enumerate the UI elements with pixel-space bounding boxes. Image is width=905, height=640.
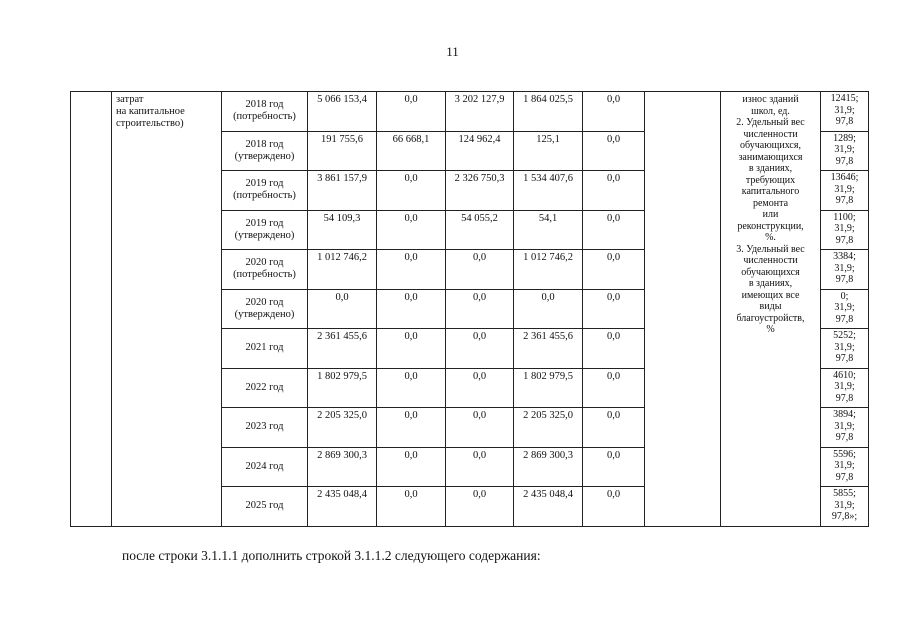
indicators-text: износ зданий школ, ед. 2. Удельный вес численности обучающихся, занимающихся в зданиях, требующих капитального ремонта или реконструкции, %. 3. Удельный вес численности обучающихся в зданиях, имеющих все виды благоустройств, % — [721, 92, 821, 527]
total-cell: 1 802 979,5 — [308, 368, 377, 408]
other-cell: 0,0 — [583, 131, 645, 171]
municipal-cell: 2 361 455,6 — [514, 329, 583, 369]
total-cell: 5 066 153,4 — [308, 92, 377, 132]
total-cell: 3 861 157,9 — [308, 171, 377, 211]
total-cell: 2 205 325,0 — [308, 408, 377, 448]
year-cell: 2023 год — [222, 408, 308, 448]
total-cell: 2 435 048,4 — [308, 487, 377, 527]
municipal-cell: 54,1 — [514, 210, 583, 250]
row-number-cell — [71, 92, 112, 527]
other-cell: 0,0 — [583, 250, 645, 290]
total-cell: 191 755,6 — [308, 131, 377, 171]
federal-cell: 0,0 — [377, 210, 446, 250]
result-value-cell: 5596; 31,9; 97,8 — [821, 447, 869, 487]
result-value-cell: 5855; 31,9; 97,8»; — [821, 487, 869, 527]
federal-cell: 0,0 — [377, 368, 446, 408]
federal-cell: 0,0 — [377, 171, 446, 211]
federal-cell: 66 668,1 — [377, 131, 446, 171]
regional-cell: 3 202 127,9 — [446, 92, 514, 132]
municipal-cell: 2 435 048,4 — [514, 487, 583, 527]
other-cell: 0,0 — [583, 171, 645, 211]
empty-cell — [645, 92, 721, 527]
total-cell: 0,0 — [308, 289, 377, 329]
federal-cell: 0,0 — [377, 92, 446, 132]
federal-cell: 0,0 — [377, 289, 446, 329]
footer-text: после строки 3.1.1.1 дополнить строкой 3.1.1.2 следующего содержания: — [122, 548, 541, 563]
result-value-cell: 4610; 31,9; 97,8 — [821, 368, 869, 408]
municipal-cell: 2 205 325,0 — [514, 408, 583, 448]
year-cell: 2021 год — [222, 329, 308, 369]
other-cell: 0,0 — [583, 408, 645, 448]
result-value-cell: 12415; 31,9; 97,8 — [821, 92, 869, 132]
other-cell: 0,0 — [583, 289, 645, 329]
page-number: 11 — [446, 44, 459, 59]
year-cell: 2019 год (утверждено) — [222, 210, 308, 250]
year-cell: 2020 год (утверждено) — [222, 289, 308, 329]
regional-cell: 2 326 750,3 — [446, 171, 514, 211]
year-cell: 2018 год (утверждено) — [222, 131, 308, 171]
regional-cell: 0,0 — [446, 408, 514, 448]
municipal-cell: 1 012 746,2 — [514, 250, 583, 290]
result-value-cell: 1100; 31,9; 97,8 — [821, 210, 869, 250]
other-cell: 0,0 — [583, 487, 645, 527]
budget-table — [70, 91, 869, 527]
regional-cell: 0,0 — [446, 329, 514, 369]
federal-cell: 0,0 — [377, 447, 446, 487]
year-cell: 2020 год (потребность) — [222, 250, 308, 290]
other-cell: 0,0 — [583, 329, 645, 369]
result-value-cell: 0; 31,9; 97,8 — [821, 289, 869, 329]
regional-cell: 0,0 — [446, 368, 514, 408]
federal-cell: 0,0 — [377, 408, 446, 448]
result-value-cell: 3894; 31,9; 97,8 — [821, 408, 869, 448]
federal-cell: 0,0 — [377, 329, 446, 369]
total-cell: 1 012 746,2 — [308, 250, 377, 290]
municipal-cell: 1 802 979,5 — [514, 368, 583, 408]
other-cell: 0,0 — [583, 92, 645, 132]
result-value-cell: 13646; 31,9; 97,8 — [821, 171, 869, 211]
other-cell: 0,0 — [583, 368, 645, 408]
other-cell: 0,0 — [583, 447, 645, 487]
regional-cell: 0,0 — [446, 487, 514, 527]
total-cell: 54 109,3 — [308, 210, 377, 250]
regional-cell: 124 962,4 — [446, 131, 514, 171]
regional-cell: 54 055,2 — [446, 210, 514, 250]
municipal-cell: 2 869 300,3 — [514, 447, 583, 487]
regional-cell: 0,0 — [446, 447, 514, 487]
result-value-cell: 1289; 31,9; 97,8 — [821, 131, 869, 171]
total-cell: 2 869 300,3 — [308, 447, 377, 487]
year-cell: 2019 год (потребность) — [222, 171, 308, 211]
measure-description: затрат на капитальное строительство) — [112, 92, 222, 527]
municipal-cell: 0,0 — [514, 289, 583, 329]
regional-cell: 0,0 — [446, 250, 514, 290]
table-row — [71, 92, 869, 132]
total-cell: 2 361 455,6 — [308, 329, 377, 369]
result-value-cell: 3384; 31,9; 97,8 — [821, 250, 869, 290]
municipal-cell: 125,1 — [514, 131, 583, 171]
federal-cell: 0,0 — [377, 487, 446, 527]
year-cell: 2024 год — [222, 447, 308, 487]
year-cell: 2022 год — [222, 368, 308, 408]
result-value-cell: 5252; 31,9; 97,8 — [821, 329, 869, 369]
municipal-cell: 1 534 407,6 — [514, 171, 583, 211]
regional-cell: 0,0 — [446, 289, 514, 329]
other-cell: 0,0 — [583, 210, 645, 250]
year-cell: 2025 год — [222, 487, 308, 527]
year-cell: 2018 год (потребность) — [222, 92, 308, 132]
municipal-cell: 1 864 025,5 — [514, 92, 583, 132]
federal-cell: 0,0 — [377, 250, 446, 290]
